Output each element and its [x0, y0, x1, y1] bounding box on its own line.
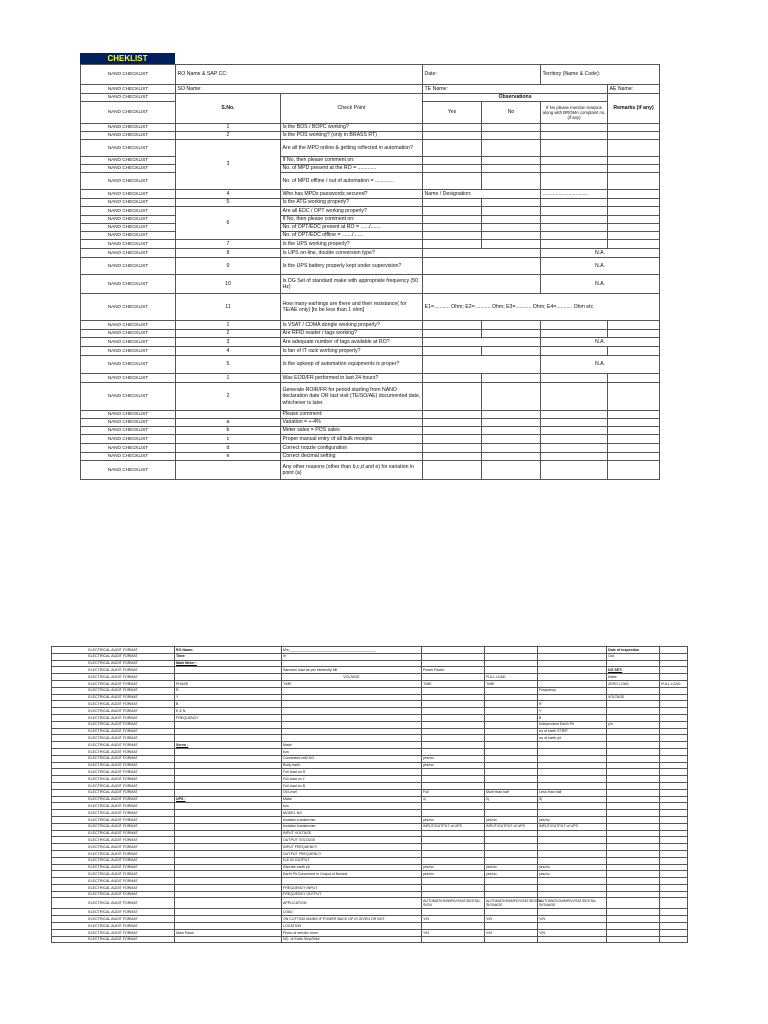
table-row: [52, 923, 688, 930]
table-row: NANO CHECKLIST 2 Generate ROIR/FR for period starting from NANO declaration date OR last visit (TE/SO/AE) documented date, whichever is later.: [81, 383, 660, 411]
table-row: NANO CHECKLIST 1 Is the BOS / BOPC working?: [81, 124, 660, 132]
table-row: NANO CHECKLIST No. of MPD present at the RO = .............: [81, 165, 660, 173]
audit-cell: yes/no: [422, 755, 485, 762]
audit-row-label: ELECTRICAL AUDIT FORMAT: [52, 776, 175, 783]
audit-row-label: ELECTRICAL AUDIT FORMAT: [52, 891, 175, 898]
table-row: NANO CHECKLIST 4 Is fan of IT rack working properly?: [81, 347, 660, 356]
audit-cell: Main Panel: [175, 929, 282, 936]
audit-row-label: ELECTRICAL AUDIT FORMAT: [52, 909, 175, 916]
table-row: NANO CHECKLIST 5 Is the ATG working properly?: [81, 199, 660, 207]
row-label: NANO CHECKLIST: [81, 102, 176, 124]
audit-row-label: ELECTRICAL AUDIT FORMAT: [52, 850, 175, 857]
audit-cell: Out: [607, 653, 660, 660]
table-row: NANO CHECKLIST 6 Are all EDC / OPT working properly?: [81, 207, 660, 216]
table-row: NANO CHECKLIST Any other reasons (other than b,c,d and e) for variation in point (a): [81, 461, 660, 480]
audit-cell: Earth Pit Connected in Output of Neutral: [282, 871, 422, 878]
audit-row-label: ELECTRICAL AUDIT FORMAT: [52, 830, 175, 837]
audit-cell: ON CUTTING MAINS IF POWER BACK UP IS GIVEN OR NOT: [282, 916, 422, 923]
table-row: [52, 647, 688, 654]
table-row: NANO CHECKLIST 1 Is VSAT / CDMA dongle working properly?: [81, 321, 660, 330]
table-row: NANO CHECKLIST a Variation = +-4%: [81, 419, 660, 427]
audit-cell: Independent Earth Pit: [538, 721, 607, 728]
audit-cell: LOAD: [282, 909, 422, 916]
audit-cell: OUTPUT FREQUENCY: [282, 850, 422, 857]
table-row: [52, 850, 688, 857]
audit-cell: Body earth: [282, 762, 422, 769]
audit-cell: B: [538, 714, 607, 721]
audit-row-label: ELECTRICAL AUDIT FORMAT: [52, 864, 175, 871]
audit-cell: NO. of Earth Strip/Wire: [282, 936, 422, 943]
audit-cell: Full load on R: [282, 769, 422, 776]
audit-cell: APPLICATION: [282, 898, 422, 909]
audit-cell: INPUT/OUTPUT of UPS: [422, 823, 485, 830]
table-row: NANO CHECKLIST If No, then please comment on:: [81, 157, 660, 165]
audit-row-label: ELECTRICAL AUDIT FORMAT: [52, 735, 175, 742]
table-row: NANO CHECKLIST 11 How many earhings are there and their resistance( for TE/AE only) [to be less than 1 ohm] E1=........... Ohm; E2=........... Ohm; E3=........... Ohm; E4=........... Ohm etc: [81, 294, 660, 321]
audit-cell: Y/N: [422, 916, 485, 923]
audit-cell: ZERO LOAD: [607, 680, 660, 687]
audit-cell: INPUT VOLTAGE: [282, 830, 422, 837]
table-row: [52, 884, 688, 891]
electrical-audit-table: [51, 646, 688, 943]
audit-row-label: ELECTRICAL AUDIT FORMAT: [52, 674, 175, 681]
sno-header: S.No.: [176, 94, 281, 124]
audit-cell: Make: [282, 796, 422, 803]
audit-cell: Y/N: [485, 916, 538, 923]
table-row: [52, 823, 688, 830]
table-row: NANO CHECKLIST Please comment:: [81, 411, 660, 419]
audit-cell: OUTPUT VOLTAGE: [282, 837, 422, 844]
audit-row-label: ELECTRICAL AUDIT FORMAT: [52, 694, 175, 701]
audit-cell: yes/no: [485, 871, 538, 878]
table-row: [52, 776, 688, 783]
audit-cell: no of earth pit: [538, 735, 607, 742]
audit-cell: Frequency: [538, 687, 607, 694]
audit-row-label: ELECTRICAL AUDIT FORMAT: [52, 857, 175, 864]
audit-cell: Y: [175, 694, 282, 701]
table-row: [52, 701, 688, 708]
table-row: [52, 871, 688, 878]
audit-cell: Y: [538, 708, 607, 715]
audit-cell: Full: [422, 789, 485, 796]
audit-cell: More than half: [485, 789, 538, 796]
table-row: [52, 864, 688, 871]
table-row: [52, 782, 688, 789]
audit-cell: Make: [282, 742, 422, 749]
audit-row-label: ELECTRICAL AUDIT FORMAT: [52, 714, 175, 721]
table-row: [52, 755, 688, 762]
audit-cell: INPUT/OUTPUT of UPS: [485, 823, 538, 830]
table-row: NANO CHECKLIST 5 Is the upkeep of automation equipments is proper? N.A.: [81, 356, 660, 374]
observations-header: Observations: [423, 94, 608, 102]
audit-cell: yes/no: [538, 871, 607, 878]
audit-cell: MODEL NO: [282, 810, 422, 817]
audit-row-label: ELECTRICAL AUDIT FORMAT: [52, 823, 175, 830]
audit-cell: 2): [485, 796, 538, 803]
table-row: [52, 878, 688, 885]
table-row: [52, 680, 688, 687]
audit-cell: AUTOMATION/MPD/VSAT/DIGITAL SIGN: [422, 898, 485, 909]
check-point-header: Check Point: [281, 94, 423, 124]
audit-cell: Full load on B: [282, 782, 422, 789]
table-row: NANO CHECKLIST 8 Is UPS on-line, double conversion type? N.A.: [81, 249, 660, 258]
audit-cell: Y/N: [538, 929, 607, 936]
audit-cell: FULL LOAD: [660, 680, 688, 687]
audit-cell: Sanction load as per electricity bill: [282, 667, 422, 674]
audit-cell: no of earth STRIP: [538, 728, 607, 735]
table-row: NANO CHECKLIST No. of OPT/EDC present at RO = ....../.......: [81, 224, 660, 232]
table-row: [52, 796, 688, 803]
table-row: NANO CHECKLIST 2 Are RFID reader / tags working?: [81, 330, 660, 338]
table-row: NANO CHECKLIST 7 Is the UPS working properly?: [81, 240, 660, 249]
audit-cell: Oil Level: [282, 789, 422, 796]
audit-row-label: ELECTRICAL AUDIT FORMAT: [52, 748, 175, 755]
table-row: NANO CHECKLIST d Correct nozzle configuration: [81, 444, 660, 453]
table-row: [81, 94, 660, 102]
table-row: [52, 748, 688, 755]
table-row: [52, 898, 688, 909]
audit-cell: DG SET:: [607, 667, 660, 674]
audit-cell: 3): [538, 796, 607, 803]
table-row: [52, 810, 688, 817]
table-row: [52, 667, 688, 674]
audit-row-label: ELECTRICAL AUDIT FORMAT: [52, 708, 175, 715]
table-row: [52, 694, 688, 701]
table-row: [52, 742, 688, 749]
checklist-table: [80, 64, 660, 480]
audit-row-label: ELECTRICAL AUDIT FORMAT: [52, 667, 175, 674]
row-label: NANO CHECKLIST: [81, 85, 176, 94]
so-name-label: SO Name:: [176, 85, 423, 94]
ro-name-label: RO Name & SAP CC:: [176, 65, 423, 85]
table-row: NANO CHECKLIST e Correct decimal setting: [81, 453, 660, 461]
audit-row-label: ELECTRICAL AUDIT FORMAT: [52, 810, 175, 817]
table-row: [52, 816, 688, 823]
audit-cell: Connected with DG: [282, 755, 422, 762]
table-row: NANO CHECKLIST b Meter sales = POS sales: [81, 427, 660, 435]
table-row: NANO CHECKLIST 1 Was EOD/FR performed in last 24 hours?: [81, 374, 660, 383]
audit-cell: yes/no: [485, 816, 538, 823]
audit-cell: Date of inspection: [607, 647, 660, 654]
table-row: [52, 789, 688, 796]
audit-cell: kva: [282, 803, 422, 810]
table-row: [52, 728, 688, 735]
audit-row-label: ELECTRICAL AUDIT FORMAT: [52, 769, 175, 776]
audit-cell: Y/N: [538, 916, 607, 923]
audit-cell: M/s.___________________________________________: [282, 647, 422, 654]
audit-cell: FULL LOAD: [485, 674, 538, 681]
audit-row-label: ELECTRICAL AUDIT FORMAT: [52, 680, 175, 687]
table-row: [52, 837, 688, 844]
table-row: [52, 762, 688, 769]
table-row: [52, 674, 688, 681]
table-row: [52, 936, 688, 943]
audit-row-label: ELECTRICAL AUDIT FORMAT: [52, 871, 175, 878]
table-row: [52, 803, 688, 810]
audit-row-label: ELECTRICAL AUDIT FORMAT: [52, 929, 175, 936]
table-row: [52, 653, 688, 660]
audit-row-label: ELECTRICAL AUDIT FORMAT: [52, 837, 175, 844]
audit-row-label: ELECTRICAL AUDIT FORMAT: [52, 923, 175, 930]
territory-label: Territory (Name & Code):: [541, 65, 660, 85]
ae-name-label: AE Name:: [608, 85, 660, 94]
audit-cell: N-E IN OUTPUT: [282, 857, 422, 864]
if-no-header: If No please mention reasons along with BROMA complaint no. (if any): [541, 102, 608, 124]
audit-cell: yes/no: [422, 864, 485, 871]
row-label: NANO CHECKLIST: [81, 94, 176, 102]
audit-cell: yes/no: [485, 864, 538, 871]
audit-cell: INPUT FREQUENCY: [282, 844, 422, 851]
table-row: NANO CHECKLIST No. of OPT/EDC offline = ......./.......: [81, 232, 660, 240]
audit-cell: TIME: [422, 680, 485, 687]
audit-cell: Isolation transformer: [282, 823, 422, 830]
audit-row-label: ELECTRICAL AUDIT FORMAT: [52, 687, 175, 694]
audit-row-label: ELECTRICAL AUDIT FORMAT: [52, 796, 175, 803]
audit-row-label: ELECTRICAL AUDIT FORMAT: [52, 844, 175, 851]
table-row: [52, 916, 688, 923]
table-row: [52, 830, 688, 837]
audit-cell: Isolation transformer: [282, 816, 422, 823]
table-row: [52, 929, 688, 936]
audit-row-label: ELECTRICAL AUDIT FORMAT: [52, 789, 175, 796]
audit-cell: VOLTAGE: [282, 674, 422, 681]
audit-cell: Full load on Y: [282, 776, 422, 783]
table-row: [52, 721, 688, 728]
audit-cell: R: [175, 687, 282, 694]
table-row: NANO CHECKLIST 4 Who has MPDs passwords secured? Name / Designation: ................................: [81, 190, 660, 199]
remarks-header: Remarks (if any): [608, 94, 660, 124]
audit-cell: yes/no: [422, 871, 485, 878]
audit-cell: yes/no: [538, 864, 607, 871]
yes-header: Yes: [423, 102, 482, 124]
table-row: [81, 65, 660, 85]
audit-row-label: ELECTRICAL AUDIT FORMAT: [52, 721, 175, 728]
audit-row-label: ELECTRICAL AUDIT FORMAT: [52, 701, 175, 708]
audit-cell: R: [538, 701, 607, 708]
table-row: [52, 735, 688, 742]
audit-cell: Y/N: [422, 929, 485, 936]
table-row: NANO CHECKLIST No. of MPD offline / out of automation = .............: [81, 173, 660, 190]
audit-row-label: ELECTRICAL AUDIT FORMAT: [52, 660, 175, 667]
audit-cell: Time:: [175, 653, 282, 660]
no-header: No: [482, 102, 541, 124]
table-row: [52, 714, 688, 721]
audit-cell: yes/no: [422, 816, 485, 823]
audit-cell: E & N: [175, 708, 282, 715]
audit-row-label: ELECTRICAL AUDIT FORMAT: [52, 755, 175, 762]
audit-cell: Servo :: [175, 742, 282, 749]
audit-cell: AUTOMATION/MPD/VSAT/DIGITAL SIGNAGE: [486, 899, 544, 908]
checklist-title: CHEKLIST: [80, 53, 175, 64]
audit-cell: RO Name:: [175, 647, 282, 654]
audit-cell: TIME: [282, 680, 422, 687]
audit-row-label: ELECTRICAL AUDIT FORMAT: [52, 647, 175, 654]
row-label: NANO CHECKLIST: [81, 65, 176, 85]
audit-cell: Less than half: [538, 789, 607, 796]
table-row: NANO CHECKLIST If No, then please comment on:: [81, 216, 660, 224]
audit-row-label: ELECTRICAL AUDIT FORMAT: [52, 936, 175, 943]
audit-cell: yes/no: [538, 816, 607, 823]
audit-cell: Power Factor: [422, 667, 485, 674]
audit-cell: Photo of electric room: [282, 929, 422, 936]
audit-row-label: ELECTRICAL AUDIT FORMAT: [52, 653, 175, 660]
table-row: [52, 769, 688, 776]
audit-row-label: ELECTRICAL AUDIT FORMAT: [52, 916, 175, 923]
table-row: [52, 909, 688, 916]
table-row: NANO CHECKLIST 3 Are all the MPD online & getting reflected in automation?: [81, 140, 660, 157]
audit-row-label: ELECTRICAL AUDIT FORMAT: [52, 898, 175, 909]
table-row: [81, 85, 660, 94]
audit-cell: AUTOMATION/MPD/VSAT/DIGITAL SIGNAGE: [538, 898, 607, 909]
audit-cell: In: [282, 653, 422, 660]
table-row: [52, 891, 688, 898]
audit-cell: Seprate earth pit: [282, 864, 422, 871]
table-row: [52, 660, 688, 667]
audit-row-label: ELECTRICAL AUDIT FORMAT: [52, 816, 175, 823]
table-row: [52, 708, 688, 715]
table-row: NANO CHECKLIST 3 Are adequate number of tags available at RO? N.A.: [81, 338, 660, 347]
audit-cell: INPUT/OUTPUT of UPS: [538, 823, 607, 830]
audit-cell: Y/N: [485, 929, 538, 936]
table-row: NANO CHECKLIST 10 Is DG Set of standard make with appropriate frequency (50 Hz) N.A.: [81, 275, 660, 294]
audit-row-label: ELECTRICAL AUDIT FORMAT: [52, 884, 175, 891]
audit-cell: B: [175, 701, 282, 708]
table-row: [52, 844, 688, 851]
table-row: NANO CHECKLIST 2 Is the POS working? (only in BRASS RT): [81, 132, 660, 140]
audit-cell: FREQUENCY INPUT: [282, 884, 422, 891]
audit-cell: FREQUENCY OUTPUT: [282, 891, 422, 898]
audit-row-label: ELECTRICAL AUDIT FORMAT: [52, 728, 175, 735]
table-row: NANO CHECKLIST 9 Is the UPS battery properly kept under supervision? N.A.: [81, 258, 660, 275]
date-label: Date:: [423, 65, 541, 85]
audit-cell: 1): [422, 796, 485, 803]
audit-row-label: ELECTRICAL AUDIT FORMAT: [52, 762, 175, 769]
audit-row-label: ELECTRICAL AUDIT FORMAT: [52, 803, 175, 810]
audit-row-label: ELECTRICAL AUDIT FORMAT: [52, 742, 175, 749]
table-row: NANO CHECKLIST c Proper manual entry of all bulk receipts: [81, 435, 660, 444]
audit-cell: Make: [607, 674, 660, 681]
audit-cell: LOCATION: [282, 923, 422, 930]
audit-cell: y/n: [607, 721, 660, 728]
audit-cell: yes/no: [422, 762, 485, 769]
audit-row-label: ELECTRICAL AUDIT FORMAT: [52, 782, 175, 789]
audit-cell: TIME: [485, 680, 538, 687]
te-name-label: TE Name:: [423, 85, 608, 94]
audit-cell: Main Meter :: [175, 660, 282, 667]
audit-cell: VOLTAGE: [607, 694, 660, 701]
table-row: [52, 687, 688, 694]
audit-cell: kva: [282, 748, 422, 755]
audit-cell: UPS :: [175, 796, 282, 803]
audit-row-label: ELECTRICAL AUDIT FORMAT: [52, 878, 175, 885]
table-row: [52, 857, 688, 864]
audit-cell: PHASE: [175, 680, 282, 687]
audit-cell: FREQUENCY: [175, 714, 282, 721]
